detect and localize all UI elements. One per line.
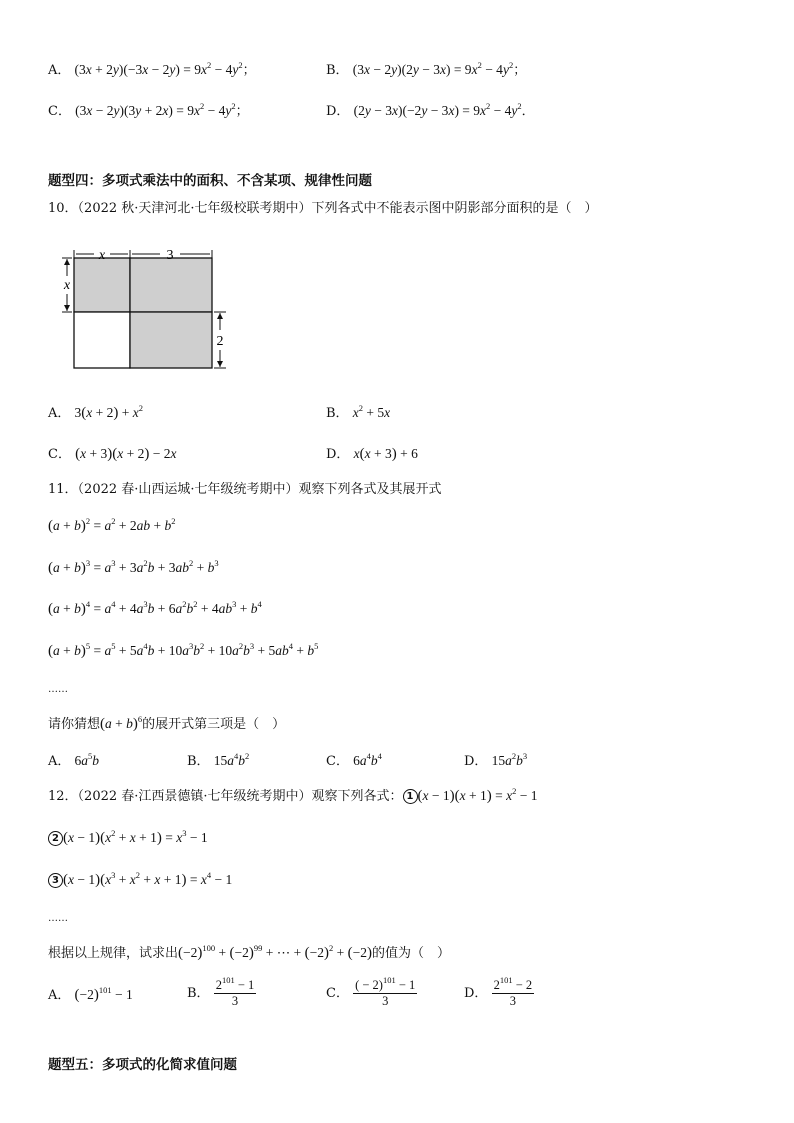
fraction: $\frac{2^{101} - 1}{3}$ <box>215 975 255 1008</box>
q10-figure <box>56 246 246 376</box>
circled-number-1: 1 <box>403 789 418 804</box>
q11-stem: 11．（2022 春·山西运城·七年级统考期中）观察下列各式及其展开式 <box>48 482 442 497</box>
q11-expansion-5: $(a + b)^5 = a^5 + 5a^4b + 10a^3b^2 + 10a^2b^3 + 5ab^4 + b^5$ <box>48 641 319 659</box>
q9-option-b[interactable]: B． $(3x - 2y)(2y - 3x) = 9x^2 - 4y^2$； <box>326 60 527 78</box>
math-expression: $15a^2b^3$ <box>491 751 528 768</box>
q12-ellipsis: …… <box>48 913 68 924</box>
math-expression: $(x - 1)(x + 1) = x^2 - 1$ <box>417 786 538 804</box>
math-expression: x(x + 3) + 6 <box>353 446 418 462</box>
q9-option-a[interactable]: A． $(3x + 2y)(-3x - 2y) = 9x^2 - 4y^2$； <box>48 60 256 78</box>
figure-label-2: 2 <box>216 334 224 349</box>
q11-expansion-2: $(a + b)^2 = a^2 + 2ab + b^2$ <box>48 516 176 534</box>
section-heading-5: 题型五：多项式的化简求值问题 <box>48 1057 237 1073</box>
q10-option-b[interactable]: B． $x^2 + 5x$ <box>326 403 391 421</box>
q10-option-a[interactable]: A． $3(x + 2) + x^2$ <box>48 403 144 421</box>
q11-ellipsis: …… <box>48 684 68 695</box>
q12-option-a[interactable]: A． $(-2)^{101} - 1$ <box>48 985 133 1003</box>
section-heading-4: 题型四：多项式乘法中的面积、不含某项、规律性问题 <box>48 173 372 189</box>
q11-expansion-4: $(a + b)^4 = a^4 + 4a^3b + 6a^2b^2 + 4ab^3 + b^4$ <box>48 599 262 617</box>
fraction: $\frac{( - 2)^{101} - 1}{3}$ <box>355 975 416 1008</box>
figure-label-x-top: x <box>98 248 106 263</box>
math-expression: $15a^4b^2$ <box>213 751 250 768</box>
q9-option-c[interactable]: C． $(3x - 2y)(3y + 2x) = 9x^2 - 4y^2$； <box>48 101 249 119</box>
math-expression: $(3x - 2y)(2y - 3x) = 9x^2 - 4y^2$ <box>352 60 514 77</box>
q11-option-a[interactable]: A． $6a^5b$ <box>48 751 100 769</box>
math-expression: $(a + b)^6$ <box>100 714 143 732</box>
math-expression: $6a^4b^4$ <box>353 751 382 768</box>
math-expression: (x + 3)(x + 2) − 2x <box>75 446 177 462</box>
math-expression: $x^2 + 5x$ <box>352 403 391 420</box>
q12-option-d[interactable]: D． $\frac{2^{101} - 2}{3}$ <box>464 975 533 1008</box>
math-expression: $(x - 1)(x^2 + x + 1) = x^3 - 1$ <box>63 828 208 846</box>
math-expression: $(3x + 2y)(-3x - 2y) = 9x^2 - 4y^2$ <box>74 60 243 77</box>
q12-ask: 根据以上规律，试求出$(-2)^{100} + (-2)^{99}$ + ⋯ + $(-2)^2 + (-2)$的值为（ ） <box>48 943 451 961</box>
q12-option-b[interactable]: B． $\frac{2^{101} - 1}{3}$ <box>187 975 255 1008</box>
q10-option-d[interactable]: D． x(x + 3) + 6 <box>326 446 418 462</box>
math-expression: $(-2)^{100} + (-2)^{99}$ + ⋯ + $(-2)^2 + (-2)$ <box>178 943 372 961</box>
q10-option-c[interactable]: C． (x + 3)(x + 2) − 2x <box>48 446 177 462</box>
math-expression: $(x - 1)(x^3 + x^2 + x + 1) = x^4 - 1$ <box>63 870 233 888</box>
q11-ask: 请你猜想$(a + b)^6$的展开式第三项是（ ） <box>48 714 286 732</box>
circled-number-2: 2 <box>48 831 63 846</box>
q11-option-d[interactable]: D． $15a^2b^3$ <box>464 751 528 769</box>
figure-label-x-left: x <box>63 278 71 293</box>
q12-item-3 <box>48 871 232 890</box>
math-expression: $(3x - 2y)(3y + 2x) = 9x^2 - 4y^2$ <box>75 101 236 118</box>
figure-label-3: 3 <box>166 248 174 263</box>
q9-option-d[interactable]: D． $(2y - 3x)(-2y - 3x) = 9x^2 - 4y^2$． <box>326 101 535 119</box>
circled-number-3: 3 <box>48 873 63 888</box>
math-expression: $6a^5b$ <box>74 751 100 768</box>
q11-option-c[interactable]: C． $6a^4b^4$ <box>326 751 382 769</box>
q11-option-b[interactable]: B． $15a^4b^2$ <box>187 751 250 769</box>
math-expression: $(2y - 3x)(-2y - 3x) = 9x^2 - 4y^2$ <box>353 101 522 118</box>
fraction: $\frac{2^{101} - 2}{3}$ <box>493 975 533 1008</box>
math-expression: $3(x + 2) + x^2$ <box>74 403 144 421</box>
q12-option-c[interactable]: C． $\frac{( - 2)^{101} - 1}{3}$ <box>326 975 416 1008</box>
q12-stem: 12．（2022 春·江西景德镇·七年级统考期中）观察下列各式： 1 $(x - 1)(x + 1) = x^2 - 1$ <box>48 786 538 804</box>
q10-stem: 10．（2022 秋·天津河北·七年级校联考期中）下列各式中不能表示图中阴影部分面积的是（ ） <box>48 201 598 216</box>
q11-expansion-3: $(a + b)^3 = a^3 + 3a^2b + 3ab^2 + b^3$ <box>48 558 219 576</box>
math-expression: $(-2)^{101} - 1$ <box>74 985 133 1003</box>
q12-item-2 <box>48 829 208 848</box>
